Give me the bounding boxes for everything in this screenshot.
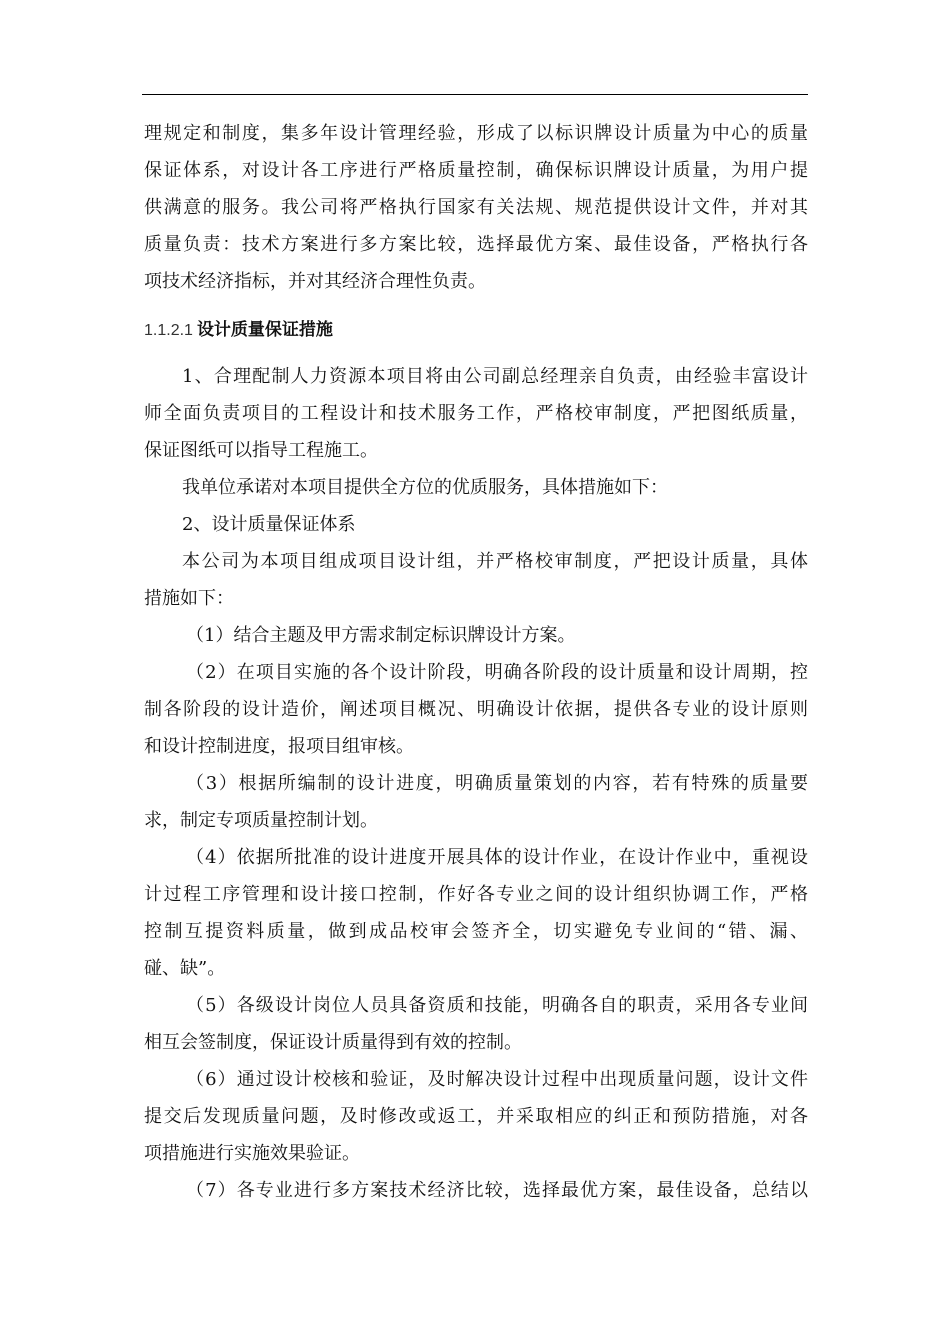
text-line: （4）依据所批准的设计进度开展具体的设计作业，在设计作业中，重视设	[186, 847, 808, 868]
paragraph-system-heading	[144, 506, 808, 543]
text-line: 理规定和制度，集多年设计管理经验，形成了以标识牌设计质量为中心的质量	[144, 123, 808, 144]
section-number: 1.1.2.1	[144, 322, 193, 339]
list-item	[144, 765, 808, 839]
text-line: 本公司为本项目组成项目设计组，并严格校审制度，严把设计质量，具体	[182, 551, 808, 572]
text-line: （5）各级设计岗位人员具备资质和技能，明确各自的职责，采用各专业间	[186, 995, 808, 1016]
text-line: 碰、缺”。	[144, 958, 226, 979]
text-line: 我单位承诺对本项目提供全方位的优质服务，具体措施如下：	[182, 477, 668, 498]
text-line: 制各阶段的设计造价，阐述项目概况、明确设计依据，提供各专业的设计原则	[144, 699, 808, 720]
text-line: 求，制定专项质量控制计划。	[144, 810, 378, 831]
text-line: 供满意的服务。我公司将严格执行国家有关法规、规范提供设计文件，并对其	[144, 197, 808, 218]
text-line: 控制互提资料质量，做到成品校审会签齐全，切实避免专业间的“错、漏、	[144, 921, 808, 942]
text-line: 计过程工序管理和设计接口控制，作好各专业之间的设计组织协调工作，严格	[144, 884, 808, 905]
text-line: （1）结合主题及甲方需求制定标识牌设计方案。	[186, 625, 576, 646]
text-line: 保证图纸可以指导工程施工。	[144, 440, 378, 461]
text-line: 师全面负责项目的工程设计和技术服务工作，严格校审制度，严把图纸质量，	[144, 403, 808, 424]
text-line: 提交后发现质量问题，及时修改或返工，并采取相应的纠正和预防措施，对各	[144, 1106, 808, 1127]
paragraph-design-group	[144, 543, 808, 617]
section-title: 设计质量保证措施	[196, 320, 333, 340]
list-item	[144, 839, 808, 987]
text-line: （7）各专业进行多方案技术经济比较，选择最优方案，最佳设备，总结以	[186, 1180, 808, 1201]
paragraph-staffing	[144, 358, 808, 469]
text-line: 保证体系，对设计各工序进行严格质量控制，确保标识牌设计质量，为用户提	[144, 160, 808, 181]
text-line: 措施如下：	[144, 588, 234, 609]
text-line: 2、设计质量保证体系	[182, 514, 356, 535]
text-line: 项技术经济指标，并对其经济合理性负责。	[144, 271, 486, 292]
header-rule	[142, 94, 808, 95]
text-line: 1、合理配制人力资源本项目将由公司副总经理亲自负责，由经验丰富设计	[182, 366, 808, 387]
intro-paragraph	[144, 115, 808, 300]
list-item	[144, 1172, 808, 1209]
list-item	[144, 654, 808, 765]
list-item	[144, 1061, 808, 1172]
text-line: （6）通过设计校核和验证，及时解决设计过程中出现质量问题，设计文件	[186, 1069, 808, 1090]
text-line: 质量负责：技术方案进行多方案比较，选择最优方案、最佳设备，严格执行各	[144, 234, 808, 255]
text-line: （3）根据所编制的设计进度，明确质量策划的内容，若有特殊的质量要	[186, 773, 808, 794]
section-heading	[144, 311, 808, 348]
document-body	[144, 115, 808, 1209]
paragraph-commitment	[144, 469, 808, 506]
list-item	[144, 617, 808, 654]
text-line: 和设计控制进度，报项目组审核。	[144, 736, 414, 757]
text-line: （2）在项目实施的各个设计阶段，明确各阶段的设计质量和设计周期，控	[186, 662, 808, 683]
text-line: 项措施进行实施效果验证。	[144, 1143, 360, 1164]
text-line: 相互会签制度，保证设计质量得到有效的控制。	[144, 1032, 522, 1053]
list-item	[144, 987, 808, 1061]
